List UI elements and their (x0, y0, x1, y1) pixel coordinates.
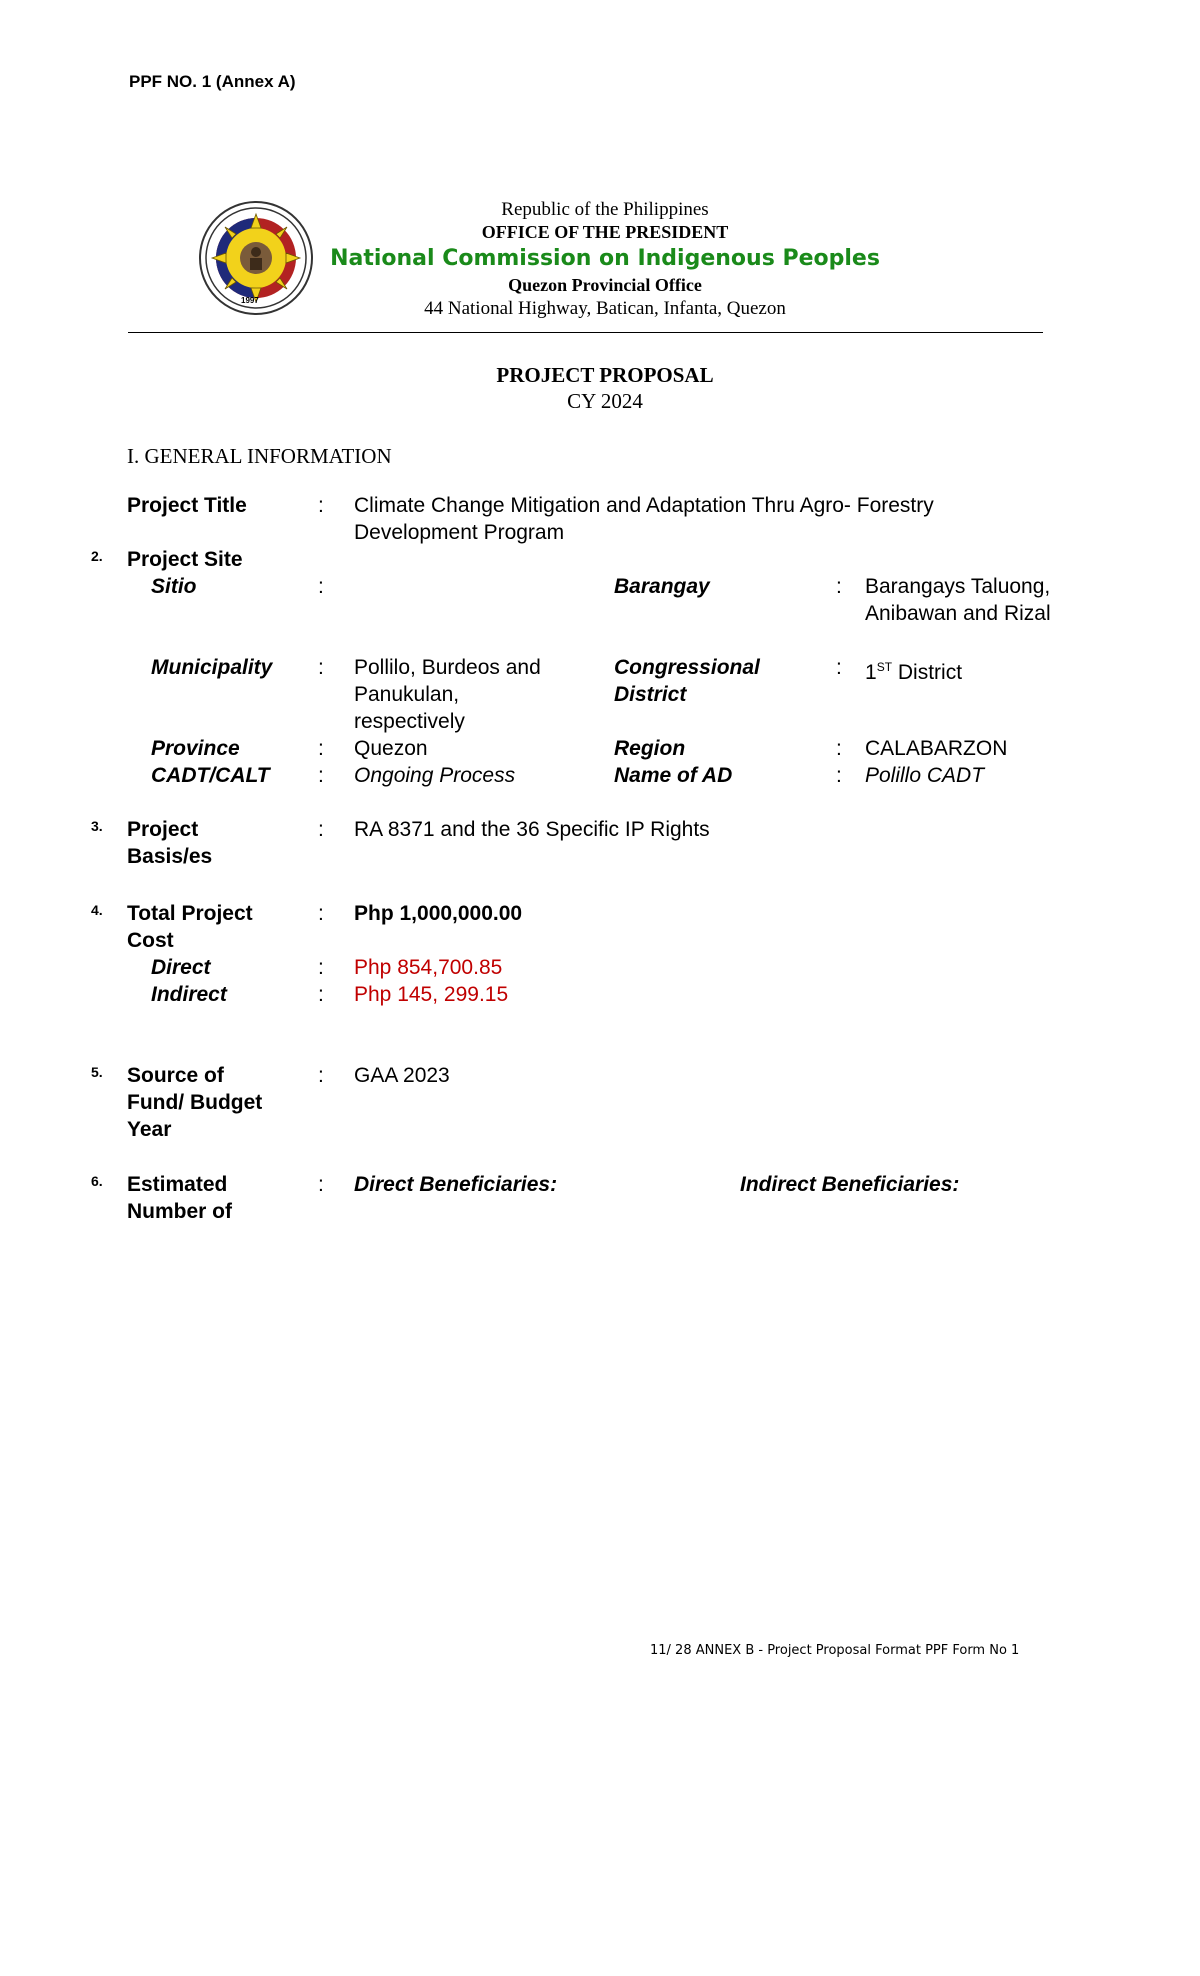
congressional-label-1: Congressional (614, 656, 760, 679)
basis-label-1: Project (127, 818, 199, 841)
section-heading: I. GENERAL INFORMATION (127, 444, 392, 468)
basis-value: RA 8371 and the 36 Specific IP Rights (354, 818, 710, 841)
colon: : (836, 737, 842, 760)
beneficiaries-label-2: Number of (127, 1200, 232, 1223)
colon: : (318, 902, 324, 925)
project-title-value-2: Development Program (354, 521, 565, 544)
municipality-value-3: respectively (354, 710, 465, 733)
ad-name-label: Name of AD (614, 764, 733, 787)
municipality-value-2: Panukulan, (354, 683, 460, 706)
republic-line: Republic of the Philippines (501, 199, 709, 220)
colon: : (318, 494, 324, 517)
district-number: 1 (865, 661, 877, 684)
colon: : (318, 737, 324, 760)
total-cost-value: Php 1,000,000.00 (354, 902, 523, 925)
colon: : (836, 575, 842, 598)
indirect-cost-label: Indirect (151, 983, 227, 1006)
colon: : (318, 575, 324, 598)
item-number: 5. (91, 1064, 103, 1080)
colon: : (318, 956, 324, 979)
colon: : (318, 764, 324, 787)
colon: : (318, 656, 324, 679)
letterhead (300, 198, 910, 320)
district-suffix: ST (876, 660, 893, 674)
barangay-label: Barangay (614, 575, 710, 598)
indirect-beneficiaries-label: Indirect Beneficiaries: (740, 1173, 960, 1196)
cadt-label: CADT/CALT (151, 764, 270, 787)
congressional-value (865, 654, 962, 686)
colon: : (836, 656, 842, 679)
region-value: CALABARZON (865, 737, 1008, 760)
item-number: 6. (91, 1173, 103, 1189)
colon: : (318, 983, 324, 1006)
provincial-office-line: Quezon Provincial Office (508, 275, 702, 295)
project-title-value-1: Climate Change Mitigation and Adaptation Thru Agro- Forestry (354, 494, 934, 517)
fund-label-1: Source of (127, 1064, 224, 1087)
municipality-value-1: Pollilo, Burdeos and (354, 656, 541, 679)
fund-value: GAA 2023 (354, 1064, 450, 1087)
seal-year: 1997 (241, 296, 259, 305)
province-label: Province (151, 737, 240, 760)
province-value: Quezon (354, 737, 428, 760)
header-divider (128, 332, 1043, 333)
item-number: 2. (91, 548, 103, 564)
fund-label-2: Fund/ Budget (127, 1091, 263, 1114)
indirect-cost-value: Php 145, 299.15 (354, 983, 509, 1006)
agency-name: National Commission on Indigenous Peoples (330, 246, 880, 271)
colon: : (318, 818, 324, 841)
colon: : (836, 764, 842, 787)
basis-label-2: Basis/es (127, 845, 213, 868)
title-year: CY 2024 (567, 389, 643, 413)
beneficiaries-label-1: Estimated (127, 1173, 228, 1196)
project-title-label: Project Title (127, 494, 247, 517)
colon: : (318, 1064, 324, 1087)
annex-label: PPF NO. 1 (Annex A) (129, 72, 296, 91)
item-number: 4. (91, 902, 103, 918)
barangay-value-2: Anibawan and Rizal (865, 602, 1051, 625)
municipality-label: Municipality (151, 656, 273, 679)
office-line: OFFICE OF THE PRESIDENT (481, 222, 729, 242)
cost-label-2: Cost (127, 929, 174, 952)
region-label: Region (614, 737, 686, 760)
ad-name-value: Polillo CADT (865, 764, 985, 787)
document-title (300, 362, 910, 414)
project-site-label: Project Site (127, 548, 243, 571)
direct-beneficiaries-label: Direct Beneficiaries: (354, 1173, 558, 1196)
page-footer: 11/ 28 ANNEX B - Project Proposal Format PPF Form No 1 (650, 1643, 1020, 1658)
colon: : (318, 1173, 324, 1196)
address-line: 44 National Highway, Batican, Infanta, Quezon (424, 298, 786, 319)
barangay-value-1: Barangays Taluong, (865, 575, 1051, 598)
cost-label-1: Total Project (127, 902, 253, 925)
direct-cost-value: Php 854,700.85 (354, 956, 503, 979)
item-number: 3. (91, 818, 103, 834)
sitio-label: Sitio (151, 575, 197, 598)
fund-label-3: Year (127, 1118, 172, 1141)
title-main: PROJECT PROPOSAL (496, 363, 714, 387)
cadt-value: Ongoing Process (354, 764, 516, 787)
direct-cost-label: Direct (151, 956, 211, 979)
congressional-label-2: District (614, 683, 687, 706)
district-text: District (892, 661, 963, 684)
